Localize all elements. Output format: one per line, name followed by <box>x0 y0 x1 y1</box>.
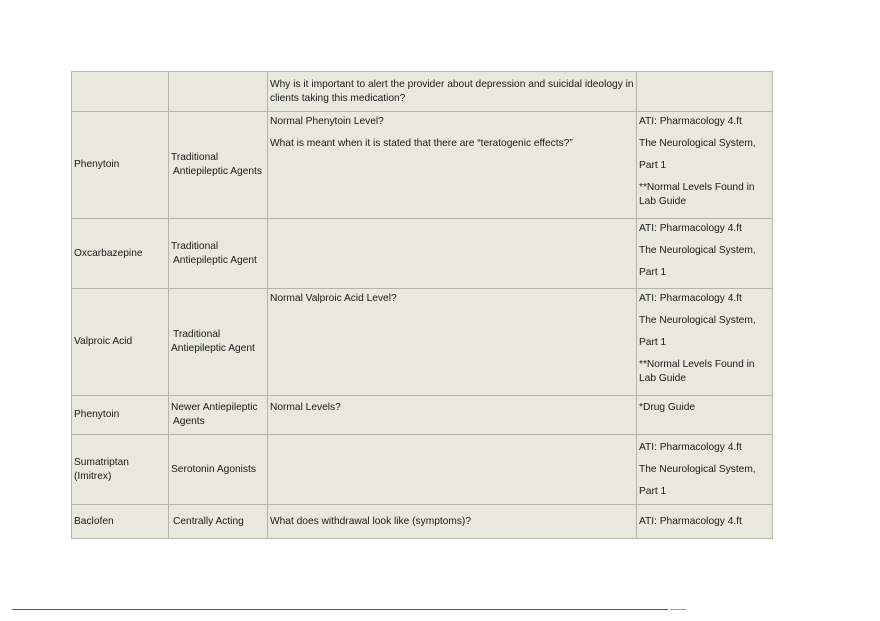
reference-cell <box>637 112 773 219</box>
reference-cell <box>637 505 773 539</box>
footer-divider-short <box>670 609 686 610</box>
question-text: Normal Phenytoin Level? <box>270 116 384 127</box>
drug-name: Sumatriptan (Imitrex) <box>74 456 129 482</box>
drug-name: Phenytoin <box>74 159 120 170</box>
question-text: Normal Valproic Acid Level? <box>270 293 397 304</box>
drug-class-line: Agents <box>173 416 205 427</box>
reference-line: Part 1 <box>639 485 667 497</box>
drug-table <box>71 71 773 539</box>
drug-name-cell <box>72 289 169 396</box>
question-text: Why is it important to alert the provider about depression and suicidal ideology in clients taking this medication? <box>270 78 634 104</box>
reference-cell <box>637 396 773 435</box>
reference-line: **Normal Levels Found in Lab Guide <box>639 182 755 207</box>
reference-line: ATI: Pharmacology 4.ft <box>639 515 742 527</box>
reference-line: ATI: Pharmacology 4.ft <box>639 293 742 304</box>
reference-cell <box>637 289 773 396</box>
drug-name-cell <box>72 505 169 539</box>
reference-line: The Neurological System, <box>639 463 756 475</box>
reference-line: ATI: Pharmacology 4.ft <box>639 441 742 453</box>
drug-name-cell <box>72 435 169 505</box>
table-row <box>72 396 773 435</box>
drug-name: Valproic Acid <box>74 336 133 347</box>
question-cell <box>268 219 637 289</box>
reference-line: The Neurological System, <box>639 245 756 256</box>
drug-class-cell <box>169 435 268 505</box>
reference-line: *Drug Guide <box>639 402 696 413</box>
question-cell <box>268 505 637 539</box>
drug-name-cell <box>72 396 169 435</box>
drug-class-line: Antiepileptic Agent <box>173 254 257 266</box>
question-text: What does withdrawal look like (symptoms)? <box>270 515 471 527</box>
drug-class-line: Traditional <box>171 240 219 252</box>
drug-name-cell <box>72 112 169 219</box>
table-row <box>72 289 773 396</box>
drug-name: Oxcarbazepine <box>74 247 143 259</box>
table-row <box>72 219 773 289</box>
drug-class-line: Antiepileptic Agent <box>171 343 255 354</box>
drug-class-cell <box>169 505 268 539</box>
reference-cell <box>637 219 773 289</box>
drug-class-line: Serotonin Agonists <box>171 463 256 475</box>
table-row <box>72 72 773 112</box>
drug-class-line: Newer Antiepileptic <box>171 402 258 413</box>
table-row <box>72 435 773 505</box>
question-cell <box>268 435 637 505</box>
question-cell <box>268 72 637 112</box>
question-cell <box>268 289 637 396</box>
reference-line: ATI: Pharmacology 4.ft <box>639 116 742 127</box>
drug-name: Phenytoin <box>74 409 120 420</box>
reference-line: **Normal Levels Found in Lab Guide <box>639 359 755 384</box>
reference-cell <box>637 435 773 505</box>
reference-line: Part 1 <box>639 160 667 171</box>
drug-name-cell <box>72 219 169 289</box>
drug-class-cell <box>169 219 268 289</box>
drug-class-line: Traditional <box>171 152 219 163</box>
reference-line: The Neurological System, <box>639 315 756 326</box>
question-text: Normal Levels? <box>270 402 341 413</box>
drug-class-cell <box>169 289 268 396</box>
drug-class-cell <box>169 112 268 219</box>
reference-line: Part 1 <box>639 267 667 278</box>
reference-line: Part 1 <box>639 337 667 348</box>
drug-class-line: Antiepileptic Agents <box>173 166 262 177</box>
table-row <box>72 112 773 219</box>
drug-name-cell <box>72 72 169 112</box>
reference-line: ATI: Pharmacology 4.ft <box>639 223 742 234</box>
drug-class-line: Traditional <box>173 329 221 340</box>
question-cell <box>268 396 637 435</box>
footer-divider <box>12 609 668 610</box>
drug-class-line: Centrally Acting <box>173 515 244 527</box>
reference-line: The Neurological System, <box>639 138 756 149</box>
drug-class-cell <box>169 396 268 435</box>
table-row <box>72 505 773 539</box>
question-cell <box>268 112 637 219</box>
question-text: What is meant when it is stated that there are “teratogenic effects?” <box>270 138 573 149</box>
reference-cell <box>637 72 773 112</box>
drug-name: Baclofen <box>74 515 114 527</box>
drug-class-cell <box>169 72 268 112</box>
